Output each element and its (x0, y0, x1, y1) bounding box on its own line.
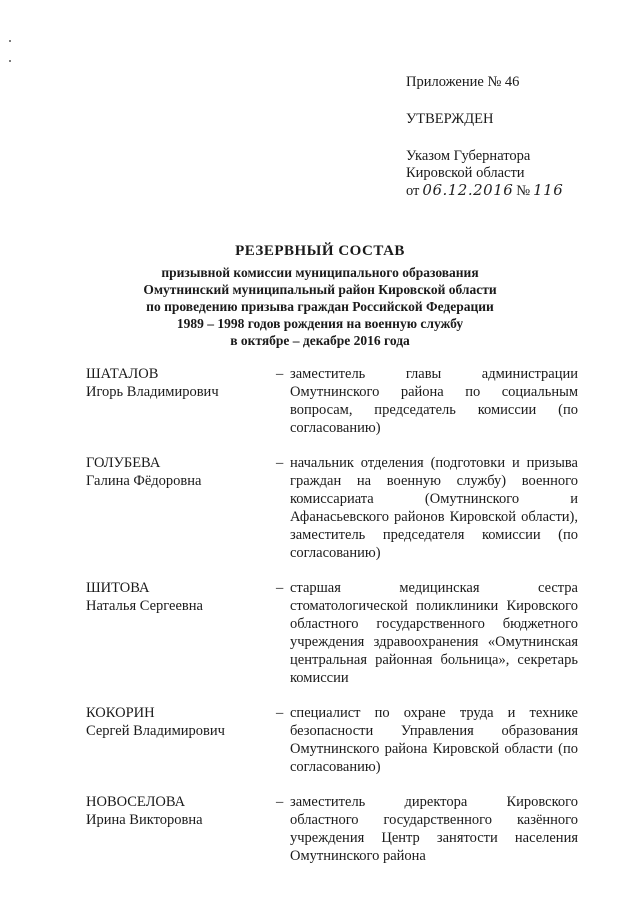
member-name (86, 365, 276, 437)
member-entry (86, 579, 578, 687)
member-dash: – (276, 455, 284, 471)
scan-mark (9, 60, 11, 62)
title-main: РЕЗЕРВНЫЙ СОСТАВ (235, 243, 405, 259)
member-surname: ШИТОВА (86, 580, 150, 596)
member-given-name: Сергей Владимирович (86, 723, 225, 739)
decree-line-1: Указом Губернатора (406, 148, 531, 164)
member-given-name: Ирина Викторовна (86, 812, 203, 828)
member-surname: КОКОРИН (86, 705, 155, 721)
title-line: призывной комиссии муниципального образования (161, 265, 479, 280)
title-line: Омутнинский муниципальный район Кировской области (143, 282, 497, 297)
member-role: специалист по охране труда и технике безопасности Управления образования Омутнинского района Кировской области (по согласованию) (290, 705, 578, 775)
member-entry (86, 704, 578, 776)
decree-line-2: Кировской области (406, 165, 525, 181)
member-given-name: Наталья Сергеевна (86, 598, 203, 614)
document-title (0, 243, 640, 349)
member-list (86, 365, 578, 882)
member-name (86, 579, 276, 687)
member-surname: ШАТАЛОВ (86, 366, 159, 382)
member-dash: – (276, 705, 284, 721)
member-surname: ГОЛУБЕВА (86, 455, 161, 471)
member-role: старшая медицинская сестра стоматологической поликлиники Кировского областного государственного бюджетного учреждения здравоохранения «Омутнинская центральная районная больница», секретарь комиссии (290, 580, 578, 686)
annex-number: Приложение № 46 (406, 74, 520, 90)
number-prefix: № (516, 183, 531, 199)
member-role: заместитель директора Кировского областного государственного казённого учреждения Центр занятости населения Омутнинского района (290, 794, 578, 864)
member-name (86, 704, 276, 776)
title-line: в октябре – декабре 2016 года (230, 333, 410, 348)
scan-mark (9, 40, 11, 42)
member-surname: НОВОСЕЛОВА (86, 794, 186, 810)
member-dash: – (276, 580, 284, 596)
member-entry (86, 454, 578, 562)
member-role: заместитель главы администрации Омутнинского района по социальным вопросам, председатель комиссии (по согласованию) (290, 366, 578, 436)
member-given-name: Игорь Владимирович (86, 384, 219, 400)
title-line: 1989 – 1998 годов рождения на военную службу (176, 316, 464, 331)
decree-date-line (406, 182, 626, 200)
member-given-name: Галина Фёдоровна (86, 473, 202, 489)
member-name (86, 793, 276, 865)
member-role: начальник отделения (подготовки и призыва граждан на военную службу) военного комиссариата (Омутнинского и Афанасьевского районов Кировской области), заместитель председателя комиссии (по согласованию) (290, 455, 578, 561)
member-dash: – (276, 366, 284, 382)
member-dash: – (276, 794, 284, 810)
approval-block (406, 74, 626, 200)
member-entry (86, 365, 578, 437)
date-prefix: от (406, 183, 420, 199)
member-name (86, 454, 276, 562)
title-line: по проведению призыва граждан Российской Федерации (146, 299, 494, 314)
member-entry (86, 793, 578, 865)
handwritten-number: 116 (533, 181, 564, 199)
approved-label: УТВЕРЖДЕН (406, 111, 494, 127)
handwritten-date: 06.12.2016 (422, 181, 514, 199)
